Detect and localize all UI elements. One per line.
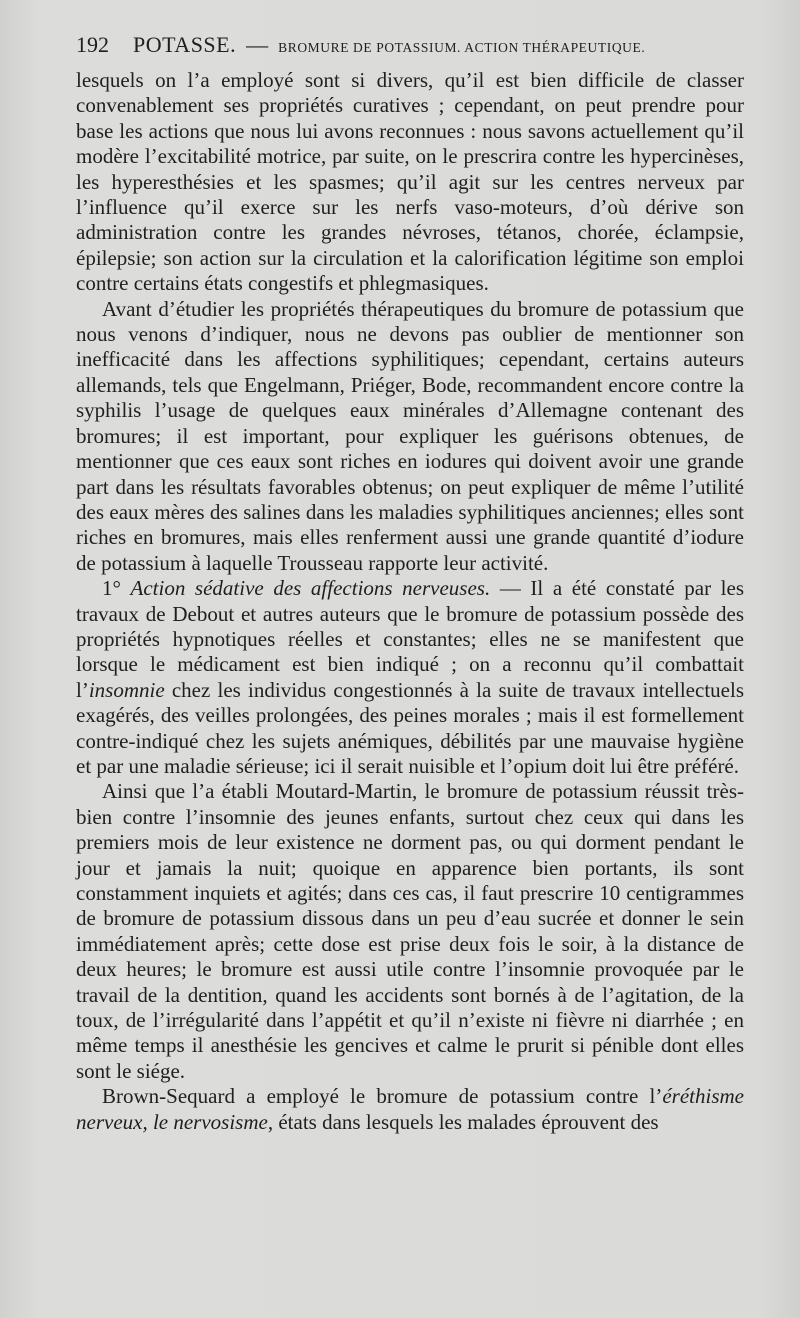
paragraph-3-text-a: — Il a été constaté par les travaux de Debout et autres auteurs que le bromure de potassium possède des propriétés hypnotiques réelles et constantes; elles ne se manifestent que lorsque le médicament est bien indiqué ; on a reconnu qu’il combattait l’ [76, 576, 744, 702]
section-heading: Action sédative des affections nerveuses. [130, 576, 491, 601]
running-header [76, 32, 744, 68]
section-number: 1° [102, 576, 121, 601]
paragraph-5-text-b: , états dans lesquels les malades éprouvent des [267, 1109, 659, 1134]
paragraph-5 [76, 1084, 744, 1135]
paragraph-5-text-a: Brown-Sequard a employé le bromure de potassium contre l’ [102, 1084, 663, 1109]
header-dash: — [246, 32, 269, 57]
paragraph-3-text-b: chez les individus congestionnés à la suite de travaux intellectuels exagérés, des veilles prolongées, des peines morales ; mais il est formellement contre-indiqué chez les sujets anémiques, débilités par une mauvaise hygiène et par une maladie sérieuse; ici il serait nuisible et l’opium doit lui être préféré. [76, 677, 744, 778]
paragraph-3-italic: insomnie [88, 677, 165, 702]
body-text [76, 68, 744, 1135]
paragraph-5-italic: éréthisme nerveux, le nervosisme [76, 1084, 744, 1134]
header-subtitle: BROMURE DE POTASSIUM. ACTION THÉRAPEUTIQUE. [278, 40, 646, 55]
paragraph-2: Avant d’étudier les propriétés thérapeutiques du bromure de potassium que nous venons d’indiquer, nous ne devons pas oublier de mentionner son inefficacité dans les affections syphilitiques; cependant, certains auteurs allemands, tels que Engelmann, Priéger, Bode, recommandent encore contre la syphilis l’usage de quelques eaux minérales d’Allemagne contenant des bromures; il est important, pour expliquer les guérisons obtenues, de mentionner que ces eaux sont riches en iodures qui doivent avoir une grande part dans les résultats favorables obtenus; on peut expliquer de même l’utilité des eaux mères des salines dans les maladies syphilitiques anciennes; elles sont riches en bromures, mais elles renferment aussi une grande quantité d’iodure de potassium à laquelle Trousseau rapporte leur activité. [76, 296, 744, 575]
paragraph-1: lesquels on l’a employé sont si divers, qu’il est bien difficile de classer convenablement ses propriétés curatives ; cependant, on peut prendre pour base les actions que nous lui avons reconnues : nous savons actuellement qu’il modère l’excitabilité motrice, par suite, on le prescrira contre les hypercinèses, les hyperesthésies et les spasmes; qu’il agit sur les centres nerveux par l’influence qu’il exerce sur les nerfs vaso-moteurs, d’où dérive son administration contre les grandes névroses, tétanos, chorée, éclampsie, épilepsie; son action sur la circulation et la calorification légitime son emploi contre certains états congestifs et phlegmasiques. [76, 68, 744, 296]
paragraph-3 [76, 576, 744, 779]
paragraph-4: Ainsi que l’a établi Moutard-Martin, le bromure de potassium réussit très-bien contre l’insomnie des jeunes enfants, surtout chez ceux qui dans les premiers mois de leur existence ne dorment pas, ou qui dorment pendant le jour et jamais la nuit; quoique en apparence bien portants, ils sont constamment inquiets et agités; dans ces cas, il faut prescrire 10 centigrammes de bromure de potassium dissous dans un peu d’eau sucrée et donner le sein immédiatement après; cette dose est prise deux fois le soir, à la distance de deux heures; le bromure est aussi utile contre l’insomnie provoquée par le travail de la dentition, quand les accidents sont bornés à de l’agitation, de la toux, de l’irrégularité dans l’appétit et qu’il n’existe ni fièvre ni diarrhée ; en même temps il anesthésie les gencives et calme le prurit si pénible dont elles sont le siége. [76, 779, 744, 1083]
page-number: 192 [76, 32, 109, 57]
header-title: POTASSE. [133, 32, 237, 57]
